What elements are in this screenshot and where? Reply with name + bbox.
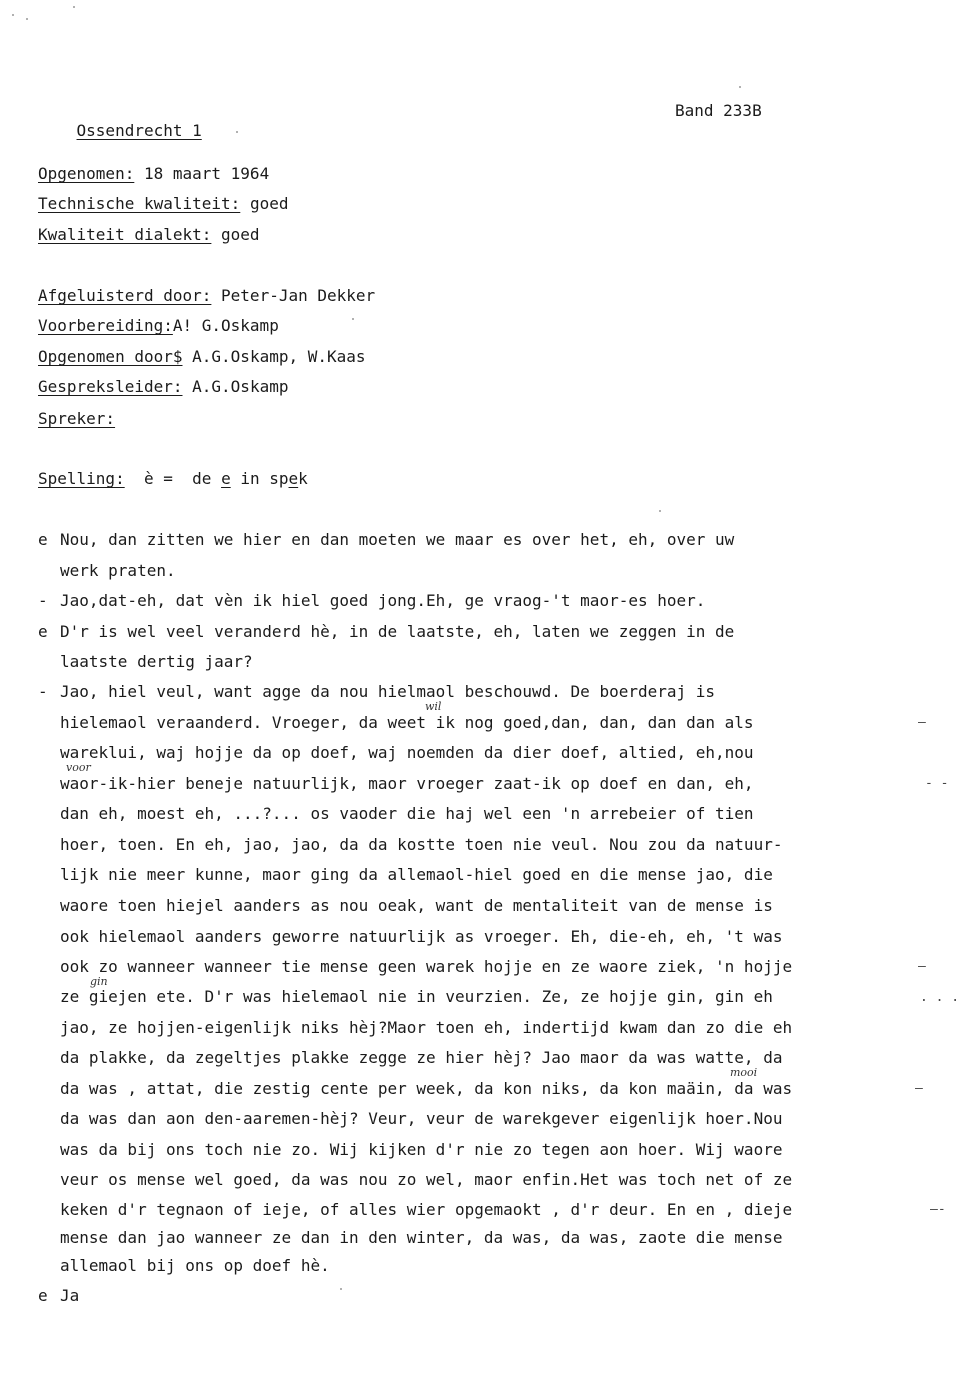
margin-mark: — bbox=[915, 1081, 923, 1096]
transcript-line: Nou, dan zitten we hier en dan moeten we maar es over het, eh, over uw bbox=[60, 530, 735, 549]
transcript-line: laatste dertig jaar? bbox=[60, 652, 253, 671]
spelling-symbol: è bbox=[143, 469, 154, 488]
spelling-desc-pre: de bbox=[192, 469, 212, 488]
location-heading-text: Ossendrecht 1 bbox=[76, 121, 202, 140]
transcript-line: hielemaol veraanderd. Vroeger, da weet ik nog goed,dan, dan, dan dan als bbox=[60, 713, 754, 732]
margin-mark: - - bbox=[925, 776, 949, 791]
handwritten-correction: mooi bbox=[730, 1066, 758, 1079]
dialect-label: Kwaliteit dialekt: bbox=[38, 225, 212, 244]
scan-speck bbox=[352, 318, 354, 320]
interviewer-marker: e bbox=[38, 1286, 48, 1305]
scan-speck bbox=[26, 18, 28, 20]
prep-label: Voorbereiding: bbox=[38, 316, 173, 335]
scan-speck bbox=[73, 6, 75, 8]
leader-row bbox=[38, 377, 288, 397]
transcript-line: lijk nie meer kunne, maor ging da allemaol-hiel goed en die mense jao, die bbox=[60, 865, 773, 884]
transcript-line: keken d'r tegnaon of ieje, of alles wier opgemaokt , d'r deur. En en , dieje bbox=[60, 1200, 793, 1219]
transcript-line: waore toen hiejel aanders as nou oeak, want de mentaliteit van de mense is bbox=[60, 896, 773, 915]
prep-row bbox=[38, 316, 279, 336]
transcript-line: hoer, toen. En eh, jao, jao, da da kostte toen nie veul. Nou zou da natuur- bbox=[60, 835, 783, 854]
recorded-by-row bbox=[38, 347, 366, 367]
transcript-line: D'r is wel veel veranderd hè, in de laatste, eh, laten we zeggen in de bbox=[60, 622, 735, 641]
transcript-line: was da bij ons toch nie zo. Wij kijken d'r nie zo tegen aon hoer. Wij waore bbox=[60, 1140, 783, 1159]
speaker-marker: - bbox=[38, 591, 48, 610]
recorded-value: 18 maart 1964 bbox=[143, 164, 270, 183]
margin-mark: — bbox=[918, 715, 926, 730]
handwritten-correction: wil bbox=[425, 700, 442, 713]
dialect-value: goed bbox=[221, 225, 260, 244]
spelling-equals: = bbox=[163, 469, 173, 488]
dialect-row bbox=[38, 225, 260, 245]
transcript-line: Jao, hiel veul, want agge da nou hielmaol beschouwd. De boerderaj is bbox=[60, 682, 716, 701]
transcript-line: dan eh, moest eh, ...?... os vaoder die haj wel een 'n arrebeier of tien bbox=[60, 804, 754, 823]
interviewer-marker: e bbox=[38, 530, 48, 549]
recorded-label: Opgenomen: bbox=[38, 164, 135, 183]
transcript-line: waor-ik-hier beneje natuurlijk, maor vroeger zaat-ik op doef en dan, eh, bbox=[60, 774, 754, 793]
scan-speck bbox=[236, 131, 238, 133]
transcript-line: Ja bbox=[60, 1286, 80, 1305]
technical-value: goed bbox=[249, 194, 289, 213]
recorded-by-label: Opgenomen door$ bbox=[38, 347, 183, 366]
recorded-row bbox=[38, 164, 269, 184]
recorded-by-value: A.G.Oskamp, W.Kaas bbox=[192, 347, 366, 366]
spelling-label: Spelling: bbox=[38, 469, 125, 488]
interviewer-marker: e bbox=[38, 622, 48, 641]
location-heading bbox=[38, 101, 202, 161]
spelling-row bbox=[38, 469, 308, 489]
listened-label: Afgeluisterd door: bbox=[38, 286, 212, 305]
margin-mark: —- bbox=[930, 1202, 946, 1217]
transcript-line: ook zo wanneer wanneer tie mense geen warek hojje en ze waore ziek, 'n hojje bbox=[60, 957, 793, 976]
margin-mark: — bbox=[918, 959, 926, 974]
spelling-example-word: spek bbox=[269, 469, 308, 488]
transcript-line: ook hielemaol aanders geworre natuurlijk as vroeger. Eh, die-eh, eh, 't was bbox=[60, 927, 783, 946]
transcript-line: Jao,dat-eh, dat vèn ik hiel goed jong.Eh, ge vraog-'t maor-es hoer. bbox=[60, 591, 706, 610]
transcript-line: allemaol bij ons op doef hè. bbox=[60, 1256, 330, 1275]
speaker-label: Spreker: bbox=[38, 409, 116, 428]
spelling-desc-e: e bbox=[221, 469, 231, 488]
spelling-desc-mid: in bbox=[240, 469, 260, 488]
transcript-line: werk praten. bbox=[60, 561, 176, 580]
handwritten-correction: voor bbox=[66, 761, 91, 774]
scan-speck bbox=[659, 510, 661, 512]
leader-label: Gespreksleider: bbox=[38, 377, 183, 396]
transcript-line: wareklui, waj hojje da op doef, waj noemden da dier doef, altied, eh,nou bbox=[60, 743, 754, 762]
transcript-line: jao, ze hojjen-eigenlijk niks hèj?Maor toen eh, indertijd kwam dan zo die eh bbox=[60, 1018, 793, 1037]
scan-speck bbox=[739, 86, 741, 88]
handwritten-correction: gin bbox=[90, 975, 108, 988]
prep-value: A! G.Oskamp bbox=[172, 316, 279, 335]
band-number: Band 233B bbox=[675, 101, 762, 120]
technical-row bbox=[38, 194, 288, 214]
transcript-line: veur os mense wel goed, da was nou zo wel, maor enfin.Het was toch net of ze bbox=[60, 1170, 793, 1189]
transcript-line: da was , attat, die zestig cente per week, da kon niks, da kon maäin, da was bbox=[60, 1079, 793, 1098]
transcript-line: da was dan aon den-aaremen-hèj? Veur, veur de warekgever eigenlijk hoer.Nou bbox=[60, 1109, 783, 1128]
speaker-marker: - bbox=[38, 682, 48, 701]
leader-value: A.G.Oskamp bbox=[192, 377, 289, 396]
scan-speck bbox=[12, 14, 14, 16]
margin-mark: . . . bbox=[920, 990, 960, 1005]
speaker-row bbox=[38, 409, 115, 429]
listened-row bbox=[38, 286, 375, 306]
listened-value: Peter-Jan Dekker bbox=[221, 286, 376, 305]
scan-speck bbox=[340, 1288, 342, 1290]
technical-label: Technische kwaliteit: bbox=[38, 194, 241, 213]
transcript-line: mense dan jao wanneer ze dan in den winter, da was, da was, zaote die mense bbox=[60, 1228, 783, 1247]
transcript-line: ze giejen ete. D'r was hielemaol nie in veurzien. Ze, ze hojje gin, gin eh bbox=[60, 987, 773, 1006]
transcript-line: da plakke, da zegeltjes plakke zegge ze hier hèj? Jao maor da was watte, da bbox=[60, 1048, 783, 1067]
